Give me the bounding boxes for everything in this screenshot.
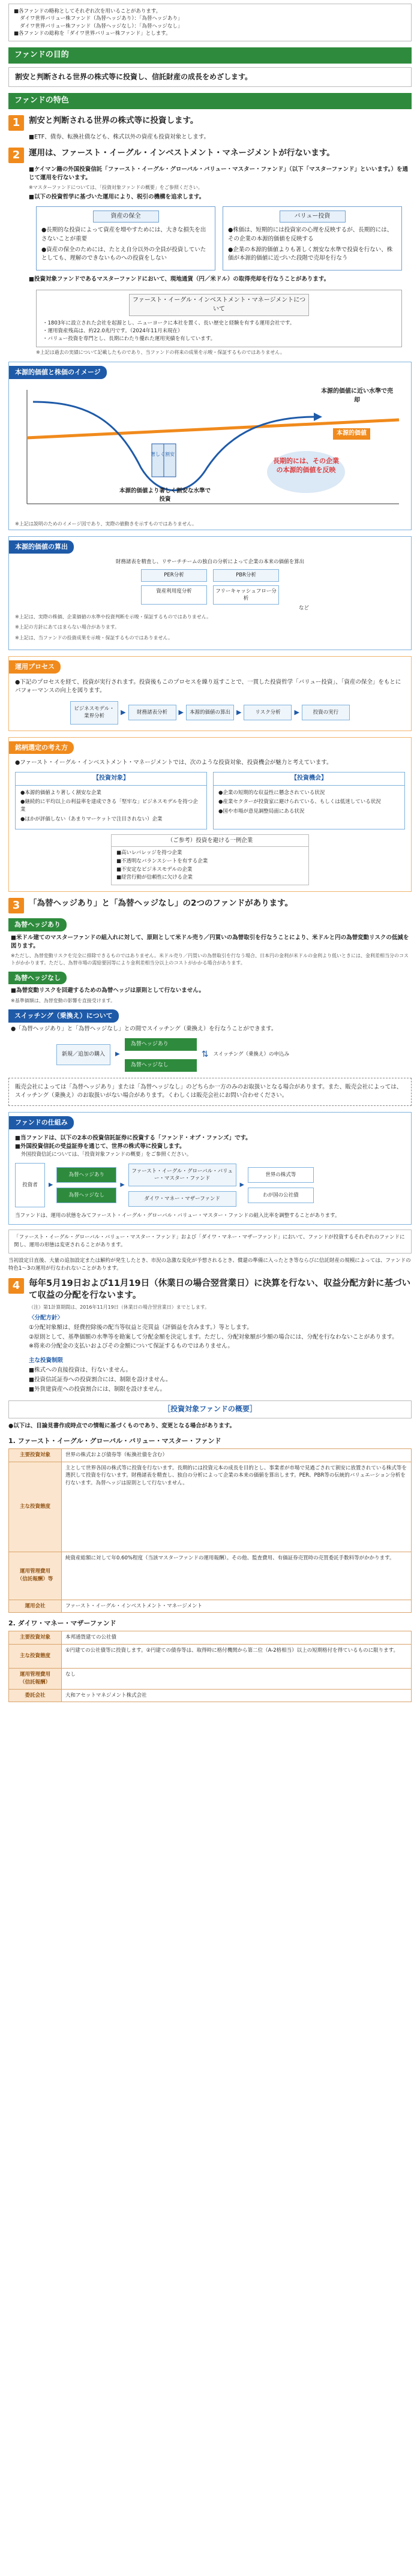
evaluation-note: ※上記は、当ファンドの投資成果を示唆・保証するものではありません。 [15,635,173,641]
feature-number-badge: 1 [8,115,24,131]
target-item: ●本源的価値より著しく割安な企業 [20,789,101,796]
chart-label-near: 本源的価値に近い水準で売却 [321,388,393,404]
table-value: 大和アセットマネジメント株式会社 [62,1689,412,1702]
process-intro: ●下記のプロセスを経て、投資が実行されます。投資後もこのプロセスを繰り返すことで、一貫した投資哲学「バリュー投資」、「資産の保全」をもとにパフォーマンスの向上を図ります。 [15,679,401,695]
table-value: ファースト・イーグル・インベストメント・マネージメント [62,1600,412,1613]
value-chart-section [8,362,412,530]
table2 [8,1631,412,1702]
switch-text: ●「為替ヘッジあり」と「為替ヘッジなし」との間でスイッチング（乗換え）を行なうことができます。 [11,1025,277,1032]
table-value: 純資産総額に対して年0.60%程度（当該マスターファンドの運用報酬）。その他、監査費用、有価証券売買時の売買委託手数料等がかかります。 [62,1552,412,1600]
evaluation-section [8,536,412,650]
hedge-heading: 為替ヘッジあり [8,918,67,931]
table-key: 主な投資態度 [9,1462,62,1552]
swap-arrows-icon: ⇅ [201,1050,209,1060]
feature-2-sub1: ■ケイマン籍の外国投資信託「ファースト・イーグル・グローバル・バリュー・マスター・ファンド」（以下「マスターファンド」といいます。）を通じて運用を行ないます。 [29,166,408,181]
structure-line: ■当ファンドは、以下の2本の投資信託証券に投資する「ファンド・オブ・ファンズ」です。 [15,1134,251,1141]
investment-opportunities-heading: 【投資機会】 [214,773,404,786]
philosophy-item: ●長期的な投資によって資産を増やすためには、大きな損失を出さないことが重要 [41,227,206,242]
money-fund-box: ダイワ・マネー・マザーファンド [128,1191,236,1207]
price-arrowhead [314,413,322,421]
avoid-item: ■経営行動が信頼性に欠ける企業 [116,874,193,881]
table-value: 世界の株式および債券等（転換社債を含む） [62,1448,412,1462]
distribution-policy [29,1314,412,1393]
process-step: 本源的価値の算出 [186,705,234,720]
chart-label-down: 著しく割安 [151,452,175,458]
process-flow [15,701,405,725]
master-fund-box: ファースト・イーグル・グローバル・バリュー・マスター・ファンド [128,1164,236,1187]
table-key: 運用会社 [9,1600,62,1613]
profile-item: ・1803年に設立された会社を起源とし、ニューヨークに本社を置く、長い歴史と経験を有する運用会社です。 [43,320,295,327]
value-chart-heading: 本源的価値と株価のイメージ [9,366,107,379]
manager-profile-box [36,290,402,347]
distribution-item: ①分配対象額は、経費控除後の配当等収益と売買益（評価益を含みます。）等とします。 [29,1324,253,1331]
limit-item: ■投資信託証券への投資割合には、制限を設けません。 [29,1376,172,1383]
feature-title: 割安と判断される世界の株式等に投資します。 [29,116,199,126]
table-key: 運用管理費用 （信託報酬）等 [9,1552,62,1600]
profile-note: ※上記は過去の実績について記載したものであり、当ファンドの将来の成果を示唆・保証するものではありません。 [36,349,285,355]
table-value: なし [62,1669,412,1690]
evaluation-intro: 財務諸表を精査し、リサーチチームの独自の分析によって企業の本来の価値を算出 [115,559,305,566]
evaluation-method: PER分析 [141,569,207,581]
process-section [8,656,412,731]
fund-form-note: 「ファースト・イーグル・グローバル・バリュー・マスター・ファンド」および「ダイワ・マネー・マザーファンド」において、ファンドが投資するそれぞれのファンドに関し、運用の形態は変更されることがあります。 [8,1230,412,1254]
structure-heading: ファンドの仕組み [9,1116,74,1129]
notice-line: ダイワ世界バリュー株ファンド（為替ヘッジあり）：「為替ヘッジあり」 [20,16,183,22]
arrow-right-icon: ▶ [121,708,126,717]
investment-targets-heading: 【投資対象】 [16,773,206,786]
evaluation-note: ※上記の方針にあてはまらない場合があります。 [15,624,120,630]
structure-diagram [15,1163,405,1207]
avoid-item: ■不安定なビジネスモデルの企業 [116,866,193,873]
asset-column [248,1167,314,1204]
structure-section [8,1112,412,1225]
limit-item: ■外貨建資産への投資割合には、制限を設けません。 [29,1385,166,1393]
chart-label-value: 本源的価値 [333,428,370,440]
table-row [9,1462,412,1552]
notice-box [8,4,412,41]
feature-2-sub3: ■投資対象ファンドであるマスターファンドにおいて、現地通貨（円／米ドル）の取得売却を行なうことがあります。 [29,276,330,283]
purpose-heading: ファンドの目的 [8,47,412,64]
asset-protection-box [36,206,215,271]
process-step: リスク分析 [244,705,292,720]
table1-title: 1. ファースト・イーグル・グローバル・バリュー・マスター・ファンド [8,1436,221,1445]
chart-label-long: 長期的には、その企業の本源的価値を反映 [267,451,345,493]
switch-diagram [56,1038,412,1072]
fund-column [56,1167,116,1204]
arrow-right-icon: ▶ [239,1182,244,1189]
arrow-right-icon: ▶ [178,708,184,717]
target-fund-column [128,1164,236,1207]
selection-heading: 銘柄選定の考え方 [9,741,74,755]
table-key: 委託会社 [9,1689,62,1702]
arrow-right-icon: ▶ [49,1182,53,1189]
table-value: 本邦通貨建ての公社債 [62,1631,412,1645]
limit-item: ■株式への直接投資は、行ないません。 [29,1366,132,1373]
table-row [9,1448,412,1462]
table-key: 主な投資態度 [9,1645,62,1669]
process-step: ビジネスモデル・業界分析 [70,701,118,725]
evaluation-method: 資産利用度分析 [141,585,207,605]
nohedge-heading: 為替ヘッジなし [8,972,67,985]
distributor-note: 販売会社によっては「為替ヘッジあり」または「為替ヘッジなし」のどちらか一方のみのお取扱いとなる場合があります。また、販売会社によっては、スイッチング（乗換え）のお取扱いがない場合があります。くわしくは販売会社にお問い合わせください。 [8,1078,412,1106]
avoid-box [111,834,309,885]
table-row [9,1552,412,1600]
investor-box: 投資者 [15,1163,45,1207]
target-item: ●ほかが評価しない（あまりマーケットで注目されない）企業 [20,816,163,822]
evaluation-note: ※上記は、実際の株価、企業価値の水準や投資判断を示唆・保証するものではありません。 [15,614,212,620]
avoid-heading: （ご参考）投資を避ける一例企業 [112,835,308,847]
feature-1-sub: ■ETF、債券、転換社債なども、株式以外の資産も投資対象とします。 [29,134,209,141]
feature-number-badge: 2 [8,148,24,163]
table1 [8,1448,412,1613]
switch-purchase: 新規／追加の購入 [56,1044,110,1065]
feature-3 [8,898,412,913]
selection-intro: ●ファースト・イーグル・インベストメント・マネージメントでは、次のような投資対象、投資機会が魅力と考えています。 [15,759,332,767]
notice-line: ダイワ世界バリュー株ファンド（為替ヘッジなし）：「為替ヘッジなし」 [20,23,183,29]
feature-4-note: （注）第1計算期間は、2016年11月19日（休業日の場合翌営業日）までとします。 [29,1304,210,1310]
table-row [9,1669,412,1690]
nohedge-section [8,972,412,1005]
evaluation-methods [15,569,405,605]
limits-heading: 主な投資制限 [29,1357,64,1364]
asset-box-equity: 世界の株式等 [248,1167,314,1183]
investment-targets-box [15,772,207,829]
philosophy-item: ●株価は、短期的には投資家の心理を反映するが、長期的には、その企業の本源的価値を反映する [228,227,393,242]
distribution-heading: 〈分配方針〉 [29,1315,64,1322]
table-row [9,1645,412,1669]
feature-title: 「為替ヘッジあり」と「為替ヘッジなし」の2つのファンドがあります。 [29,898,293,908]
fund-hedged-box: 為替ヘッジあり [56,1167,116,1183]
arrow-right-icon: ▶ [120,1182,125,1189]
profile-item: ・運用資産残高は、約22.0兆円です。（2024年11月末現在） [43,328,183,334]
profile-item: ・バリュー投資を専門とし、長期にわたり優れた運用実績を有しています。 [43,335,216,342]
evaluation-method: フリーキャッシュフロー分析 [213,585,279,605]
philosophy-item: ●資産の保全のためには、たとえ自分以外の全員が投資していたとしても、理解のできないものへの投資をしない [41,246,206,262]
distribution-item: ※将来の分配金の支払いおよびその金額について保証するものではありません。 [29,1343,233,1350]
switch-section [8,1009,412,1072]
evaluation-method: PBR分析 [213,569,279,581]
value-chart-note: ※上記は説明のためのイメージ図であり、実際の値動きを示すものではありません。 [15,521,197,527]
manager-profile-heading: ファースト・イーグル・インベストメント・マネージメントについて [129,294,309,316]
table-row [9,1631,412,1645]
table-value: ①円建ての公社債等に投資します。②円建ての債券等は、取得時に格付機関から第二位（A-2格相当）以上の短期格付を得ているものに限ります。 [62,1645,412,1669]
feature-1 [8,115,412,131]
table-key: 運用管理費用 （信託報酬） [9,1669,62,1690]
fund-unhedged-box: 為替ヘッジなし [56,1188,116,1203]
arrow-right-icon: ▶ [294,708,299,717]
feature-number-badge: 3 [8,898,24,913]
table-key: 主要投資対象 [9,1448,62,1462]
switch-note: スイッチング（乗換え）の申込み [213,1051,290,1058]
table-row [9,1689,412,1702]
hedge-text: ■米ドル建てのマスターファンドの組入れに対して、原則として米ドル売り／円買いの為替取引を行なうことにより、米ドルと円の為替変動リスクの低減を図ります。 [11,934,409,949]
table-row [9,1600,412,1613]
switch-fund-unhedged: 為替ヘッジなし [125,1059,197,1072]
opportunity-item: ●国や市場が意見調整局面にある状況 [218,808,305,815]
target-item: ●継続的に平均以上の利益率を達成できる「堅牢な」ビジネスモデルを持つ企業 [20,799,198,813]
evaluation-heading: 本源的価値の算出 [9,540,74,554]
feature-title: 毎年5月19日および11月19日（休業日の場合翌営業日）に決算を行ない、収益分配方針に基づいて収益の分配を行ないます。 [29,1279,411,1300]
summary-title: ［投資対象ファンドの概要］ [8,1400,412,1418]
table-value: 主として世界各国の株式等に投資を行ないます。長期的には投資元本の成長を目的とし、事業者が市場で見過ごされて割安に放置されている株式等を選択して投資を行ないます。財務諸表を精査し、独自の分析によって企業の本来の価値を算出します。PER、PBR等の伝統的バリュエーション分析を行ないます。為替ヘッジは原則として行ないません。 [62,1462,412,1552]
selection-columns [15,772,405,829]
evaluation-etc: など [298,605,309,612]
value-investing-box [223,206,402,271]
value-chart [9,379,411,519]
structure-line: ■外国投資信託の受益証券を通じて、世界の株式等に投資します。 [15,1143,185,1150]
nohedge-note: ※基準価額は、為替変動の影響を直接受けます。 [11,998,116,1004]
distribution-item: ②原則として、基準価額の水準等を勘案して分配金額を決定します。ただし、分配対象額が少額の場合には、分配を行なわないことがあります。 [29,1333,398,1340]
feature-4 [8,1278,412,1301]
arrow-right-icon: ▶ [236,708,242,717]
structure-line: 外国投資信託については、「投資対象ファンドの概要」をご参照ください。 [21,1151,192,1158]
selection-section [8,737,412,892]
opportunity-item: ●産業セクターが投資家に避けられている、もしくは低迷している状況 [218,799,381,805]
notice-line: ■各ファンドの総称を「ダイワ世界バリュー株ファンド」とします。 [14,30,171,37]
avoid-item: ■不透明なバランスシートを有する企業 [116,858,208,865]
asset-protection-heading: 資産の保全 [93,211,159,223]
table2-title: 2. ダイワ・マネー・マザーファンド [8,1619,116,1628]
arrow-right-icon: ▶ [115,1051,120,1058]
notice-line: ■各ファンドの略称としてそれぞれ次を用いることがあります。 [14,8,161,14]
philosophy-boxes [36,206,402,271]
feature-2-sub2: ■以下の投資哲学に基づいた運用により、税引の機構を追求します。 [29,194,205,201]
hedge-section [8,918,412,967]
table-key: 主要投資対象 [9,1631,62,1645]
chart-label-buy: 本源的価値より著しく割安な水準で投資 [119,488,211,503]
feature-number-badge: 4 [8,1278,24,1294]
features-heading: ファンドの特色 [8,93,412,109]
summary-intro: ●以下は、目論見書作成時点での情報に基づくものであり、変更となる場合があります。 [8,1422,236,1429]
structure-note: 当ファンドは、運用の状態をみてファースト・イーグル・グローバル・バリュー・マスター・ファンドの組入比率を調整することがあります。 [15,1213,340,1219]
switch-heading: スイッチング（乗換え）について [8,1009,119,1023]
asset-box-bond: わが国の公社債 [248,1188,314,1203]
value-investing-heading: バリュー投資 [280,211,346,223]
feature-title: 運用は、ファースト・イーグル・インベストメント・マネージメントが行ないます。 [29,148,335,158]
feature-2 [8,148,412,163]
avoid-item: ■高いレバレッジを持つ企業 [116,850,182,856]
purpose-text: 割安と判断される世界の株式等に投資し、信託財産の成長をめざします。 [8,67,412,87]
hedge-note: ※ただし、為替変動リスクを完全に排除できるものではありません。米ドル売り／円買いの為替取引を行なう場合、日本円の金利が米ドルの金利より低いときには、金利差相当分のコストがかかります。ただし、為替市場の需給要因等により金利差相当分以上のコストがかかる場合があります。 [11,953,409,966]
process-step: 投資の実行 [302,705,350,720]
philosophy-item: ●企業の本源的価値よりも著しく割安な水準で投資を行ない、株価が本源的価値に近づいた段階で売却を行なう [228,246,393,262]
process-step: 財務諸表分析 [128,705,176,720]
process-heading: 運用プロセス [9,660,61,674]
operation-note: 当初設定日直後、大量の追加設定または解約が発生したとき、市況の急激な変化が予想されるとき、償還の準備に入ったとき等ならびに信託財産の規模によっては、ファンドの特色1〜3の運用が行なわれないことがあります。 [8,1257,411,1272]
opportunity-item: ●企業の短期的な収益性に懸念されている状況 [218,789,325,796]
feature-2-note1: ※マスターファンドについては、「投資対象ファンドの概要」をご参照ください。 [29,184,203,190]
investment-opportunities-box [213,772,405,829]
switch-fund-hedged: 為替ヘッジあり [125,1038,197,1051]
nohedge-text: ■為替変動リスクを回避するための為替ヘッジは原則として行ないません。 [11,987,205,994]
